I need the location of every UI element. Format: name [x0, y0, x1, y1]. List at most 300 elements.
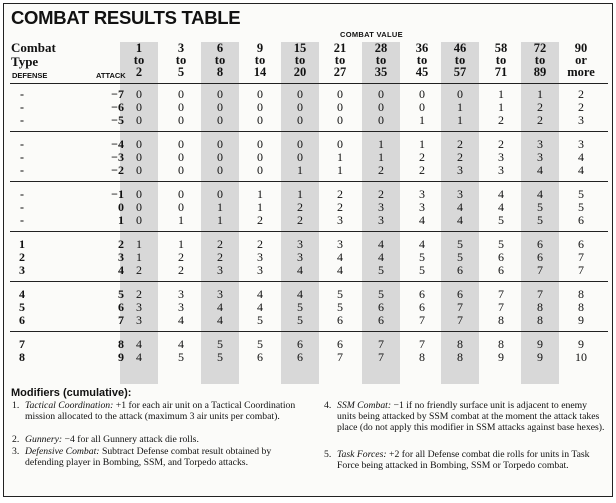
column-header-bottom: 8 [216, 65, 224, 79]
result-cell: 7 [578, 263, 584, 277]
result-cell: 4 [378, 250, 384, 264]
combat-value-column-header [242, 42, 278, 78]
result-cell: 3 [297, 237, 303, 251]
result-cell: 2 [378, 163, 384, 177]
modifier-3 [12, 446, 297, 468]
result-cell: 5 [498, 237, 504, 251]
table-row [4, 188, 612, 201]
modifier-4 [324, 400, 606, 433]
result-cell: 1 [457, 113, 463, 127]
result-cell: 7 [498, 300, 504, 314]
column-header-mid: to [133, 53, 145, 67]
result-cell: 0 [136, 87, 142, 101]
result-cell: 6 [297, 337, 303, 351]
defense-value: 7 [19, 337, 25, 351]
result-cell: 0 [217, 87, 223, 101]
result-cell: 2 [537, 113, 543, 127]
result-cell: 8 [578, 300, 584, 314]
column-header-mid: to [495, 53, 507, 67]
result-cell: 6 [297, 350, 303, 364]
result-cell: 7 [537, 287, 543, 301]
modifier-number: 3. [12, 446, 20, 457]
result-cell: 2 [297, 200, 303, 214]
modifier-text: −4 for all Gunnery attack die rolls. [62, 434, 199, 445]
result-cell: 5 [378, 263, 384, 277]
result-cell: 2 [378, 187, 384, 201]
column-header-bottom: 5 [177, 65, 185, 79]
result-cell: 0 [297, 100, 303, 114]
result-cell: 2 [257, 237, 263, 251]
result-cell: 5 [537, 213, 543, 227]
result-cell: 4 [257, 300, 263, 314]
result-cell: 3 [257, 250, 263, 264]
result-cell: 5 [537, 200, 543, 214]
header-divider [10, 83, 608, 84]
result-cell: 5 [217, 337, 223, 351]
column-header-top: 28 [374, 41, 388, 55]
result-cell: 0 [337, 100, 343, 114]
column-header-bottom: 35 [374, 65, 388, 79]
result-cell: 4 [457, 200, 463, 214]
result-cell: 3 [378, 200, 384, 214]
result-cell: 6 [378, 313, 384, 327]
table-row [4, 301, 612, 314]
result-cell: 1 [337, 150, 343, 164]
defense-value: 3 [19, 263, 25, 277]
result-cell: 0 [136, 137, 142, 151]
result-cell: 3 [457, 163, 463, 177]
result-cell: 0 [178, 187, 184, 201]
column-header-top: 15 [293, 41, 307, 55]
result-cell: 3 [419, 187, 425, 201]
result-cell: 4 [498, 187, 504, 201]
column-header-bottom: 14 [253, 65, 267, 79]
defense-value: 8 [19, 350, 25, 364]
result-cell: 0 [178, 200, 184, 214]
group-divider [10, 331, 608, 332]
result-cell: 0 [136, 163, 142, 177]
table-row [4, 201, 612, 214]
result-cell: 1 [378, 150, 384, 164]
attack-value: −1 [111, 187, 124, 201]
result-cell: 0 [178, 100, 184, 114]
result-cell: 2 [257, 213, 263, 227]
result-cell: 7 [378, 350, 384, 364]
result-cell: 3 [217, 263, 223, 277]
group-divider [10, 181, 608, 182]
defense-value: - [20, 100, 24, 114]
column-header-top: 1 [135, 41, 143, 55]
defense-value: 2 [19, 250, 25, 264]
result-cell: 5 [178, 350, 184, 364]
table-row [4, 164, 612, 177]
result-cell: 4 [378, 237, 384, 251]
result-cell: 7 [457, 313, 463, 327]
combat-value-column-header [483, 42, 519, 78]
table-row [4, 101, 612, 114]
result-cell: 2 [419, 150, 425, 164]
result-cell: 0 [257, 100, 263, 114]
column-header-bottom: 89 [533, 65, 547, 79]
column-header-top: 36 [415, 41, 429, 55]
result-cell: 4 [457, 213, 463, 227]
modifier-text: +1 for each air unit on a Tactical Coordination mission allocated to the attack (maximum 3 air units per combat). [25, 400, 296, 422]
attack-value: 1 [118, 213, 124, 227]
result-cell: 2 [217, 250, 223, 264]
result-cell: 7 [578, 250, 584, 264]
result-cell: 1 [257, 187, 263, 201]
result-cell: 5 [457, 250, 463, 264]
column-header-mid: to [214, 53, 226, 67]
result-cell: 0 [217, 113, 223, 127]
column-header-top: 90 [574, 41, 588, 55]
result-cell: 1 [136, 237, 142, 251]
result-cell: 6 [337, 337, 343, 351]
result-cell: 5 [217, 350, 223, 364]
result-cell: 4 [578, 163, 584, 177]
result-cell: 5 [378, 287, 384, 301]
modifier-1 [12, 400, 297, 422]
column-header-mid: to [334, 53, 346, 67]
defense-value: - [20, 150, 24, 164]
result-cell: 4 [217, 300, 223, 314]
result-cell: 5 [337, 287, 343, 301]
result-cell: 4 [178, 337, 184, 351]
result-cell: 9 [537, 350, 543, 364]
attack-value: −5 [111, 113, 124, 127]
table-row [4, 114, 612, 127]
result-cell: 7 [419, 313, 425, 327]
modifier-text: Subtract Defense combat result obtained by defending player in Bombing, SSM, and Torpedo attacks. [25, 446, 272, 468]
result-cell: 7 [457, 300, 463, 314]
result-cell: 2 [578, 87, 584, 101]
column-header-bottom: 20 [293, 65, 307, 79]
result-cell: 3 [498, 163, 504, 177]
group-divider [10, 131, 608, 132]
combat-value-column-header [163, 42, 199, 78]
result-cell: 3 [419, 200, 425, 214]
defense-value: - [20, 213, 24, 227]
combat-type-label: Combat Type [11, 40, 56, 69]
result-cell: 8 [578, 287, 584, 301]
column-header-mid: to [254, 53, 266, 67]
column-header-mid: to [294, 53, 306, 67]
attack-value: −3 [111, 150, 124, 164]
result-cell: 1 [498, 100, 504, 114]
result-cell: 2 [178, 250, 184, 264]
result-cell: 0 [419, 87, 425, 101]
column-header-top: 21 [333, 41, 347, 55]
result-cell: 4 [337, 250, 343, 264]
result-cell: 0 [217, 187, 223, 201]
attack-value: 7 [118, 313, 124, 327]
column-header-bottom: 45 [415, 65, 429, 79]
result-cell: 1 [136, 250, 142, 264]
result-cell: 6 [257, 350, 263, 364]
result-cell: 0 [257, 113, 263, 127]
result-cell: 0 [297, 150, 303, 164]
modifier-term: SSM Combat: [337, 400, 392, 411]
attack-value: 3 [118, 250, 124, 264]
result-cell: 7 [378, 337, 384, 351]
attack-value: 4 [118, 263, 124, 277]
result-cell: 0 [217, 100, 223, 114]
attack-value: 9 [118, 350, 124, 364]
result-cell: 9 [537, 337, 543, 351]
table-row [4, 238, 612, 251]
combat-value-column-header [322, 42, 358, 78]
table-title: COMBAT RESULTS TABLE [11, 7, 241, 28]
result-cell: 2 [578, 100, 584, 114]
attack-value: 0 [118, 200, 124, 214]
combat-value-label: COMBAT VALUE [340, 30, 403, 39]
result-cell: 4 [297, 287, 303, 301]
modifier-term: Defensive Combat: [25, 446, 100, 457]
modifier-number: 5. [324, 449, 332, 460]
column-header-mid: to [375, 53, 387, 67]
result-cell: 2 [419, 163, 425, 177]
result-cell: 9 [578, 337, 584, 351]
result-cell: 1 [378, 137, 384, 151]
result-cell: 0 [136, 187, 142, 201]
result-cell: 3 [136, 313, 142, 327]
result-cell: 0 [136, 113, 142, 127]
attack-column-header: ATTACK [96, 71, 126, 80]
result-cell: 1 [337, 163, 343, 177]
result-cell: 0 [136, 213, 142, 227]
result-cell: 6 [498, 263, 504, 277]
attack-value: −4 [111, 137, 124, 151]
result-cell: 8 [498, 313, 504, 327]
table-row [4, 138, 612, 151]
result-cell: 6 [537, 237, 543, 251]
defense-value: - [20, 113, 24, 127]
result-cell: 0 [337, 87, 343, 101]
result-cell: 9 [498, 350, 504, 364]
result-cell: 2 [337, 187, 343, 201]
result-cell: 1 [498, 87, 504, 101]
modifier-number: 4. [324, 400, 332, 411]
result-cell: 5 [419, 263, 425, 277]
result-cell: 1 [297, 187, 303, 201]
combat-results-table [3, 3, 613, 497]
result-cell: 5 [578, 200, 584, 214]
attack-value: 5 [118, 287, 124, 301]
defense-value: - [20, 187, 24, 201]
result-cell: 0 [178, 113, 184, 127]
result-cell: 0 [178, 163, 184, 177]
result-cell: 6 [457, 263, 463, 277]
result-cell: 0 [136, 200, 142, 214]
result-cell: 4 [537, 187, 543, 201]
result-cell: 4 [419, 237, 425, 251]
defense-value: 1 [19, 237, 25, 251]
modifier-term: Task Forces: [337, 449, 387, 460]
result-cell: 6 [498, 250, 504, 264]
modifier-number: 1. [12, 400, 20, 411]
result-cell: 1 [178, 213, 184, 227]
result-cell: 7 [419, 337, 425, 351]
column-header-mid: to [416, 53, 428, 67]
result-cell: 4 [498, 200, 504, 214]
defense-value: 6 [19, 313, 25, 327]
result-cell: 0 [257, 87, 263, 101]
defense-column-header: DEFENSE [12, 71, 48, 80]
result-cell: 3 [297, 250, 303, 264]
result-cell: 6 [457, 287, 463, 301]
result-cell: 4 [578, 150, 584, 164]
result-cell: 3 [378, 213, 384, 227]
attack-value: 8 [118, 337, 124, 351]
column-header-bottom: 27 [333, 65, 347, 79]
defense-value: - [20, 200, 24, 214]
column-header-mid: to [454, 53, 466, 67]
result-cell: 4 [337, 263, 343, 277]
result-cell: 3 [457, 187, 463, 201]
table-row [4, 151, 612, 164]
result-cell: 5 [498, 213, 504, 227]
result-cell: 8 [498, 337, 504, 351]
result-cell: 7 [537, 263, 543, 277]
attack-value: −7 [111, 87, 124, 101]
result-cell: 9 [578, 313, 584, 327]
result-cell: 4 [297, 263, 303, 277]
result-cell: 1 [217, 213, 223, 227]
group-divider [10, 231, 608, 232]
result-cell: 0 [419, 100, 425, 114]
result-cell: 2 [457, 137, 463, 151]
combat-value-column-header [121, 42, 157, 78]
result-cell: 2 [178, 263, 184, 277]
result-cell: 6 [419, 287, 425, 301]
table-row [4, 214, 612, 227]
result-cell: 1 [257, 200, 263, 214]
result-cell: 6 [578, 237, 584, 251]
result-cell: 8 [457, 337, 463, 351]
modifier-2 [12, 434, 297, 445]
modifier-term: Gunnery: [25, 434, 63, 445]
result-cell: 1 [419, 137, 425, 151]
modifier-text: −1 if no friendly surface unit is adjacent to enemy units being attacked by SSM combat at the moment the attack takes place (do not apply this modifier in SSM attacks against base hexes). [337, 400, 605, 433]
result-cell: 0 [217, 163, 223, 177]
result-cell: 2 [457, 150, 463, 164]
result-cell: 1 [297, 163, 303, 177]
result-cell: 0 [378, 113, 384, 127]
result-cell: 8 [537, 300, 543, 314]
table-row [4, 351, 612, 364]
result-cell: 5 [297, 300, 303, 314]
result-cell: 2 [498, 137, 504, 151]
result-cell: 3 [537, 150, 543, 164]
result-cell: 3 [178, 287, 184, 301]
result-cell: 7 [498, 287, 504, 301]
result-cell: 0 [257, 150, 263, 164]
combat-value-column-header [363, 42, 399, 78]
modifier-term: Tactical Coordination: [25, 400, 114, 411]
result-cell: 3 [337, 237, 343, 251]
defense-value: 5 [19, 300, 25, 314]
result-cell: 5 [578, 187, 584, 201]
result-cell: 8 [457, 350, 463, 364]
column-header-mid: or [575, 53, 587, 67]
result-cell: 4 [419, 213, 425, 227]
result-cell: 1 [178, 237, 184, 251]
column-header-bottom: 71 [494, 65, 508, 79]
result-cell: 2 [136, 263, 142, 277]
column-header-top: 3 [177, 41, 185, 55]
result-cell: 3 [537, 137, 543, 151]
group-divider [10, 281, 608, 282]
result-cell: 3 [337, 213, 343, 227]
result-cell: 0 [337, 113, 343, 127]
combat-value-column-header [442, 42, 478, 78]
combat-value-column-header [522, 42, 558, 78]
table-row [4, 314, 612, 327]
result-cell: 4 [257, 287, 263, 301]
attack-value: 6 [118, 300, 124, 314]
column-header-top: 58 [494, 41, 508, 55]
attack-value: −6 [111, 100, 124, 114]
result-cell: 0 [217, 150, 223, 164]
result-cell: 0 [378, 100, 384, 114]
table-row [4, 251, 612, 264]
result-cell: 0 [178, 87, 184, 101]
result-cell: 4 [178, 313, 184, 327]
result-cell: 3 [136, 300, 142, 314]
table-row [4, 88, 612, 101]
column-header-bottom: 2 [135, 65, 143, 79]
combat-value-column-header [563, 42, 599, 78]
result-cell: 4 [537, 163, 543, 177]
result-cell: 0 [457, 87, 463, 101]
result-cell: 1 [537, 87, 543, 101]
attack-value: 2 [118, 237, 124, 251]
column-header-top: 9 [256, 41, 264, 55]
result-cell: 3 [178, 300, 184, 314]
result-cell: 0 [378, 87, 384, 101]
modifier-5 [324, 449, 606, 471]
column-header-mid: to [534, 53, 546, 67]
result-cell: 4 [217, 313, 223, 327]
result-cell: 6 [578, 213, 584, 227]
table-row [4, 264, 612, 277]
column-header-top: 6 [216, 41, 224, 55]
table-row [4, 338, 612, 351]
result-cell: 2 [136, 287, 142, 301]
result-cell: 3 [257, 263, 263, 277]
defense-value: - [20, 163, 24, 177]
defense-value: 4 [19, 287, 25, 301]
result-cell: 5 [297, 313, 303, 327]
result-cell: 8 [419, 350, 425, 364]
result-cell: 0 [297, 87, 303, 101]
result-cell: 4 [136, 350, 142, 364]
result-cell: 3 [578, 137, 584, 151]
table-row [4, 288, 612, 301]
result-cell: 1 [457, 100, 463, 114]
result-cell: 2 [217, 237, 223, 251]
defense-value: - [20, 137, 24, 151]
result-cell: 5 [419, 250, 425, 264]
result-cell: 0 [257, 137, 263, 151]
result-cell: 0 [178, 137, 184, 151]
result-cell: 5 [257, 313, 263, 327]
column-header-mid: to [175, 53, 187, 67]
column-header-bottom: more [567, 65, 595, 79]
result-cell: 3 [498, 150, 504, 164]
result-cell: 5 [337, 300, 343, 314]
result-cell: 0 [136, 100, 142, 114]
